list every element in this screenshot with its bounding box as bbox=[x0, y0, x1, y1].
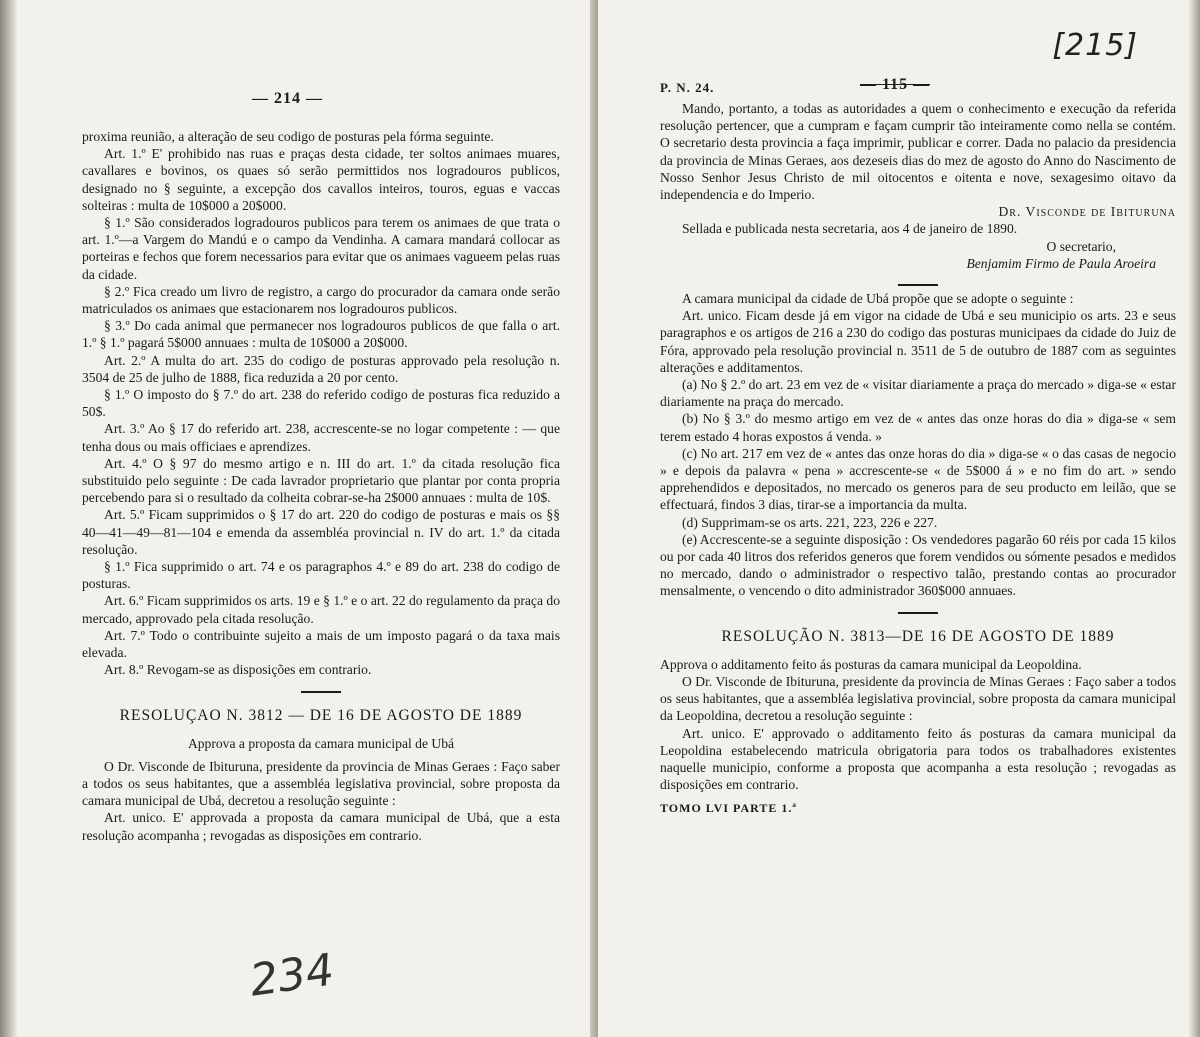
paragraph: (d) Supprimam-se os arts. 221, 223, 226 e 227. bbox=[682, 514, 938, 530]
left-page-header bbox=[82, 0, 560, 128]
archive-note: [215] bbox=[1052, 28, 1138, 63]
paragraph: Art. 7.º Todo o contribuinte sujeito a mais de um imposto pagará o da taxa mais elevada. bbox=[82, 627, 560, 661]
paragraph: § 2.º Fica creado um livro de registro, a cargo do procurador da camara onde serão matriculados os animaes que estacionarem nos logradouros publicos. bbox=[82, 283, 560, 317]
section-divider bbox=[301, 691, 341, 693]
paragraph: Art. 2.º A multa do art. 235 do codigo de posturas approvado pela resolução n. 3504 de 25 de julho de 1888, fica reduzida a 20 por cento. bbox=[82, 352, 560, 385]
section-divider bbox=[898, 612, 938, 614]
signature: Dr. Visconde de Ibituruna bbox=[998, 204, 1176, 220]
paragraph: § 1.º São considerados logradouros publicos para terem os animaes de que trata o art. 1.º—a Vargem do Mandú e o campo da Vendinha. A camara mandará collocar as porteiras e fechos que forem necessarios para evitar que os animaes vagueem pelas ruas da cidade. bbox=[82, 215, 560, 282]
paragraph: proxima reunião, a alteração de seu codigo de posturas pela fórma seguinte. bbox=[82, 129, 494, 144]
paragraph: Art. 4.º O § 97 do mesmo artigo e n. III do art. 1.º da citada resolução fica substituido pelo seguinte : De cada lavrador proprietario que plantar por conta propria percebendo para si o resultado da colheita cobrar-se-ha 2$000 annuaes : multa de 10$. bbox=[82, 455, 560, 506]
handwritten-mark: 234 bbox=[246, 944, 338, 1007]
sealed-line: Sellada e publicada nesta secretaria, aos 4 de janeiro de 1890. bbox=[682, 221, 1018, 237]
paragraph: Art. 6.º Ficam supprimidos os arts. 19 e § 1.º e o art. 22 do regulamento da praça do mercado, approvado pela citada resolução. bbox=[82, 593, 560, 626]
secretary-name: Benjamim Firmo de Paula Aroeira bbox=[966, 255, 1156, 271]
right-page-number: — 115 — bbox=[860, 76, 931, 93]
paragraph: Art. 3.º Ao § 17 do referido art. 238, accrescente-se no logar competente : — que tenha dous ou mais officiaes e aprendizes. bbox=[82, 421, 560, 454]
paragraph: (c) No art. 217 em vez de « antes das onze horas do dia » diga-se « o das casas de negocio » e depois da palavra « pena » accrescente-se « de 5$000 á » e no fim do art. » sendo apprehendidos e depositados, no mercado os generos para de seu producto em leilão, que se effectuará, findos 3 dias, tirar-se a importancia da multa. bbox=[660, 445, 1176, 513]
page-edge-shadow bbox=[0, 0, 18, 1037]
right-page-body bbox=[660, 100, 1176, 816]
secretary-label: O secretario, bbox=[1046, 238, 1116, 254]
paragraph: O Dr. Visconde de Ibituruna, presidente da provincia de Minas Geraes : Faço saber a todos os seus habitantes, que a assembléa legislativa provincial, sobre proposta da camara municipal de Ubá, decretou a resolução seguinte : bbox=[82, 758, 560, 809]
page-edge-shadow bbox=[1188, 0, 1200, 1037]
paragraph: Art. unico. E' approvada a proposta da camara municipal de Ubá, que a esta resolução acompanha ; revogadas as disposições em contrario. bbox=[82, 810, 560, 843]
paragraph: O Dr. Visconde de Ibituruna, presidente da provincia de Minas Geraes : Faço saber a todos os seus habitantes, que a assembléa legislativa provincial, sobre proposta da camara municipal da Leopoldina, decretou a resolução seguinte : bbox=[660, 673, 1176, 724]
resolution-title: RESOLUÇÃO N. 3813—DE 16 DE AGOSTO DE 1889 bbox=[721, 627, 1115, 645]
paragraph: Art. 1.º E' prohibido nas ruas e praças desta cidade, ter soltos animaes muares, cavallares e bovinos, os quaes só serão permittidos nos logradouros publicos, designado no § seguinte, a excepção dos cavallos inteiros, touros, eguas e vaccas solteiras : multa de 10$000 a 20$000. bbox=[82, 146, 560, 213]
paragraph: Art. 5.º Ficam supprimidos o § 17 do art. 220 do codigo de posturas e mais os §§ 40—41—49—81—104 e emenda da assembléa provincial n. IV do art. 1.º da citada resolução. bbox=[82, 507, 560, 557]
paragraph: § 1.º O imposto do § 7.º do art. 238 do referido codigo de posturas fica reduzido a 50$. bbox=[82, 387, 560, 420]
paragraph: Art. unico. E' approvado o additamento feito ás posturas da camara municipal da Leopoldina estabelecendo matricula obrigatoria para todos os trabalhadores existentes naquelle municipio, conforme a proposta que acompanha a esta resolução ; revogadas as disposições em contrario. bbox=[660, 725, 1176, 793]
resolution-title: RESOLUÇAO N. 3812 — DE 16 DE AGOSTO DE 1889 bbox=[119, 706, 523, 724]
page-footer: TOMO LVI PARTE 1.ª bbox=[660, 801, 797, 816]
paragraph: A camara municipal da cidade de Ubá propõe que se adopte o seguinte : bbox=[682, 291, 1074, 307]
paragraph: § 3.º Do cada animal que permanecer nos logradouros publicos de que falla o art. 1.º § 1.º pagará 5$000 annuaes : multa de 10$000 a 20$000. bbox=[82, 318, 560, 351]
paragraph: § 1.º Fica supprimido o art. 74 e os paragraphos 4.º e 89 do art. 238 do codigo de posturas. bbox=[82, 559, 560, 592]
paragraph: (b) No § 3.º do mesmo artigo em vez de « antes das onze horas do dia » diga-se « sem terem estado 4 horas expostos á venda. » bbox=[660, 411, 1176, 444]
paragraph: Art. unico. Ficam desde já em vigor na cidade de Ubá e seu municipio os arts. 23 e seus paragraphos e os artigos de 216 a 230 do codigo das posturas municipaes da cidade do Juiz de Fóra, approvado pela resolução provincial n. 3511 de 5 de outubro de 1887 com as seguintes alterações e additamentos. bbox=[660, 308, 1176, 375]
resolution-subtitle: Approva a proposta da camara municipal de Ubá bbox=[187, 735, 455, 751]
resolution-subtitle: Approva o additamento feito ás posturas da camara municipal da Leopoldina. bbox=[660, 656, 1082, 672]
right-page bbox=[598, 0, 1200, 1037]
signature-mark: P. N. 24. bbox=[660, 80, 715, 95]
left-page-body bbox=[82, 128, 560, 844]
left-page-number: — 214 — bbox=[252, 90, 323, 107]
paragraph: (e) Accrescente-se a seguinte disposição : Os vendedores pagarão 60 réis por cada 15 kilos ou por cada 40 litros dos referidos generos que forem vendidos ou sómente pesados e medidos no mercado, dando o administrador o respectivo talão, prestando contas ao procurador mensalmente, o vencendo o dito administrador 360$000 annuaes. bbox=[660, 531, 1176, 599]
paragraph: Mando, portanto, a todas as autoridades a quem o conhecimento e execução da referida resolução pertencer, que a cumpram e façam cumprir tão inteiramente como nella se contém. O secretario desta provincia a faça imprimir, publicar e correr. Dada no palacio da presidencia da provincia de Minas Geraes, aos dezeseis dias do mez de agosto do Anno do Nascimento de Nosso Senhor Jesus Christo de mil oitocentos e oitenta e nove, sexagesimo oitavo da independencia e do Imperio. bbox=[660, 101, 1176, 203]
paragraph: Art. 8.º Revogam-se as disposições em contrario. bbox=[104, 662, 372, 678]
left-page bbox=[0, 0, 598, 1037]
section-divider bbox=[898, 284, 938, 286]
paragraph: (a) No § 2.º do art. 23 em vez de « visitar diariamente a praça do mercado » diga-se « estar diariamente na praça do mercado. bbox=[660, 377, 1176, 410]
